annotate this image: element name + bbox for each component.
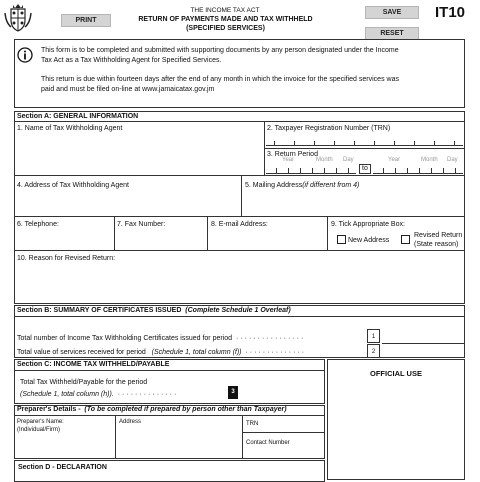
fax-field[interactable]: [116, 230, 205, 248]
tax-withheld-field[interactable]: [240, 386, 322, 400]
info-icon: [17, 47, 33, 63]
save-button[interactable]: SAVE: [365, 6, 419, 19]
services-value-field[interactable]: [382, 344, 464, 358]
reset-button[interactable]: RESET: [365, 27, 419, 40]
tax-withheld-note: (Schedule 1, total column (h)). ··············: [20, 391, 179, 398]
to-day-label: Day: [447, 157, 458, 163]
info-text-2b: paid and must be filed on-line at www.jamaicatax.gov.jm: [41, 86, 215, 93]
preparer-address-field[interactable]: [117, 428, 240, 457]
certificates-count-label: Total number of Income Tax Withholding Certificates issued for period ················: [17, 335, 306, 342]
form-code: IT10: [435, 4, 466, 21]
services-value-label: Total value of services received for period (Schedule 1, total column (f)) ··············: [17, 349, 307, 356]
email-label: 8. E-mail Address:: [211, 221, 268, 228]
info-text-2a: This return is due within fourteen days after the end of any month in which the invoice for the specified services was: [41, 76, 399, 83]
telephone-label: 6. Telephone:: [17, 221, 59, 228]
agent-name-label: 1. Name of Tax Withholding Agent: [17, 125, 123, 132]
period-from-field[interactable]: [266, 164, 356, 174]
line-2-number: 2: [367, 344, 380, 358]
preparer-name-field[interactable]: [16, 436, 113, 457]
agent-address-label: 4. Address of Tax Withholding Agent: [17, 182, 129, 189]
section-a-title: Section A: GENERAL INFORMATION: [17, 113, 139, 120]
from-month-label: Month: [316, 157, 333, 163]
trn-field[interactable]: [266, 133, 463, 147]
from-day-label: Day: [343, 157, 354, 163]
tax-withheld-label: Total Tax Withheld/Payable for the period: [20, 379, 148, 386]
coat-of-arms-logo: [3, 3, 33, 33]
new-address-checkbox[interactable]: [337, 235, 346, 244]
agent-address-field[interactable]: [16, 192, 238, 214]
preparer-trn-label: TRN: [246, 421, 259, 427]
preparer-address-label: Address: [119, 419, 142, 425]
preparer-contact-label: Contact Number: [246, 440, 290, 446]
section-b-title: Section B: SUMMARY OF CERTIFICATES ISSUED (Complete Schedule 1 Overleaf): [17, 307, 291, 314]
certificates-count-field[interactable]: [382, 328, 464, 344]
tick-box-label: 9. Tick Appropriate Box:: [331, 221, 405, 228]
to-month-label: Month: [421, 157, 438, 163]
act-title: THE INCOME TAX ACT: [190, 7, 260, 14]
fax-label: 7. Fax Number:: [117, 221, 166, 228]
preparer-name-sub: (Individual/Firm): [17, 427, 61, 433]
info-text-1b: Tax Act as a Tax Withholding Agent for Specified Services.: [41, 57, 222, 64]
line-1-number: 1: [367, 329, 380, 343]
line-3-number: 3: [228, 386, 238, 399]
return-period-label: 3. Return Period: [267, 151, 318, 158]
state-reason-label: (State reason): [414, 241, 459, 248]
mailing-address-label: 5. Mailing Address(if different from 4): [245, 182, 360, 189]
info-text-1a: This form is to be completed and submitted with supporting documents by any person designated under the Income: [41, 47, 399, 54]
section-d-title: Section D - DECLARATION: [18, 464, 107, 471]
period-to-field[interactable]: [373, 164, 463, 174]
revised-return-checkbox[interactable]: [401, 235, 410, 244]
telephone-field[interactable]: [16, 230, 111, 248]
form-subtitle: (SPECIFIED SERVICES): [186, 25, 265, 32]
preparer-title: Preparer's Details - (To be completed if prepared by person other than Taxpayer): [17, 406, 287, 413]
official-use-label: OFFICIAL USE: [370, 369, 422, 378]
agent-name-field[interactable]: [16, 134, 262, 174]
to-year-label: Year: [388, 157, 401, 163]
trn-label: 2. Taxpayer Registration Number (TRN): [267, 125, 391, 132]
revised-return-label: Revised Return: [414, 232, 463, 239]
revised-reason-label: 10. Reason for Revised Return:: [17, 255, 116, 262]
mailing-address-field[interactable]: [243, 192, 463, 214]
section-c-title: Section C: INCOME TAX WITHHELD/PAYABLE: [17, 361, 170, 368]
print-button[interactable]: PRINT: [61, 14, 111, 27]
to-label: to: [359, 164, 371, 174]
form-title: RETURN OF PAYMENTS MADE AND TAX WITHHELD: [138, 16, 313, 23]
new-address-label: New Address: [348, 237, 390, 244]
revised-reason-field[interactable]: [16, 264, 463, 302]
email-field[interactable]: [209, 230, 325, 248]
preparer-name-label: Preparer's Name:: [17, 419, 64, 425]
from-year-label: Year: [282, 157, 295, 163]
